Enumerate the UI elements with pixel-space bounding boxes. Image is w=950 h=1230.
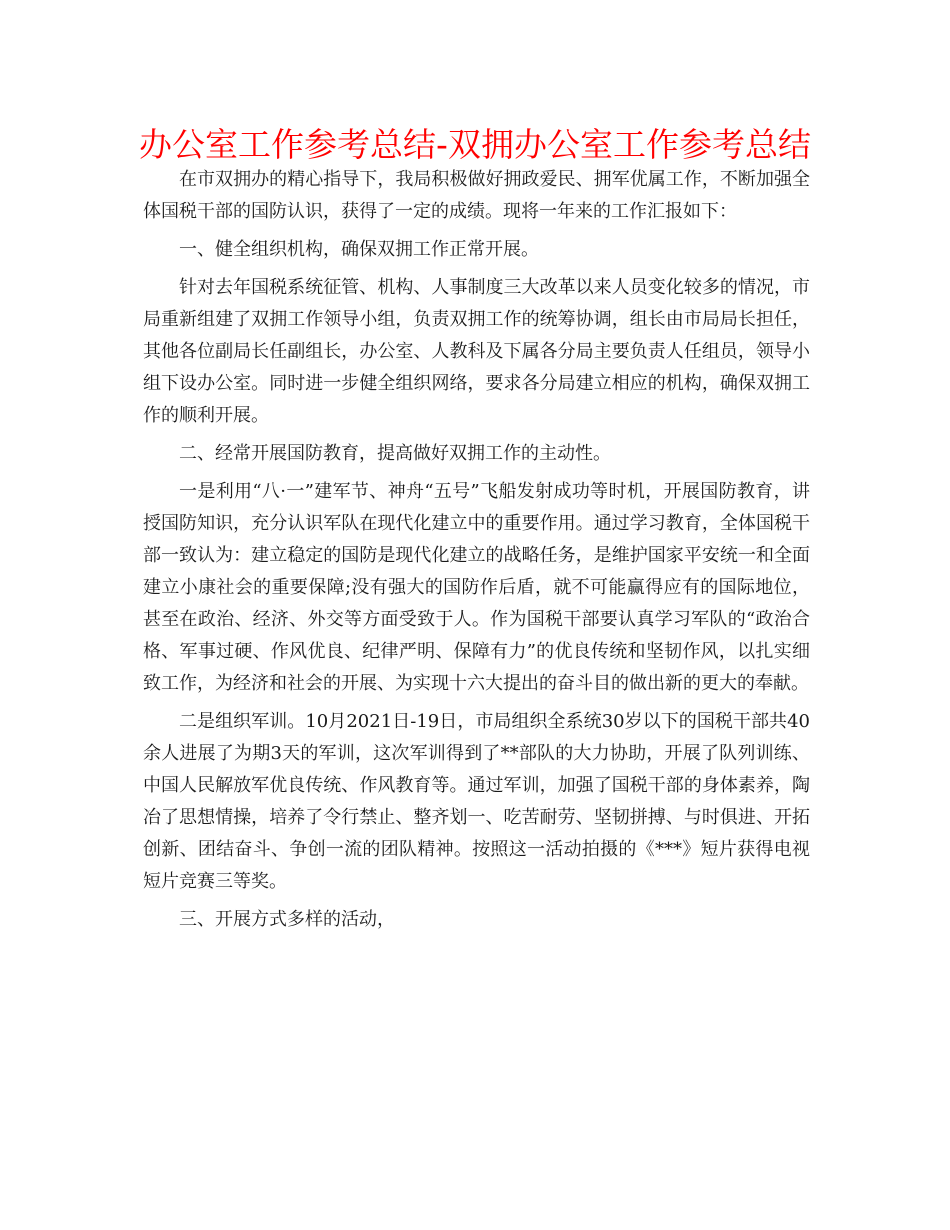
paragraph-organization: 针对去年国税系统征管、机构、人事制度三大改革以来人员变化较多的情况，市局重新组建了双拥工作领导小组，负责双拥工作的统筹协调，组长由市局局长担任，其他各位副局长任副组长，办公室、人教科及下属各分局主要负责人任组员，领导小组下设办公室。同时进一步健全组织网络，要求各分局建立相应的机构，确保双拥工作的顺利开展。	[143, 277, 810, 426]
paragraph-heading-1: 一、健全组织机构，确保双拥工作正常开展。	[179, 239, 539, 260]
paragraph-heading-3: 三、开展方式多样的活动，	[179, 909, 395, 930]
document-title: 办公室工作参考总结-双拥办公室工作参考总结	[139, 125, 811, 164]
paragraph-intro: 在市双拥办的精心指导下，我局积极做好拥政爱民、拥军优属工作，不断加强全体国税干部的国防认识，获得了一定的成绩。现将一年来的工作汇报如下：	[143, 169, 810, 222]
paragraph-military-training: 二是组织军训。10月2021日-19日，市局组织全系统30岁以下的国税干部共40余人进展了为期3天的军训，这次军训得到了**部队的大力协助，开展了队列训练、中国人民解放军优良传统、作风教育等。通过军训，加强了国税干部的身体素养，陶冶了思想情操，培养了令行禁止、整齐划一、吃苦耐劳、坚韧拼搏、与时俱进、开拓创新、团结奋斗、争创一流的团队精神。按照这一活动拍摄的《***》短片获得电视短片竞赛三等奖。	[143, 711, 810, 892]
paragraph-defense-education: 一是利用“八·一”建军节、神舟“五号”飞船发射成功等时机，开展国防教育，讲授国防知识，充分认识军队在现代化建立中的重要作用。通过学习教育，全体国税干部一致认为：建立稳定的国防是现代化建立的战略任务，是维护国家平安统一和全面建立小康社会的重要保障;没有强大的国防作后盾，就不可能赢得应有的国际地位，甚至在政治、经济、外交等方面受致于人。作为国税干部要认真学习军队的“政治合格、军事过硬、作风优良、纪律严明、保障有力”的优良传统和坚韧作风，以扎实细致工作，为经济和社会的开展、为实现十六大提出的奋斗目的做出新的更大的奉献。	[143, 481, 810, 694]
document-body	[143, 164, 810, 942]
paragraph-heading-2: 二、经常开展国防教育，提高做好双拥工作的主动性。	[179, 443, 611, 464]
